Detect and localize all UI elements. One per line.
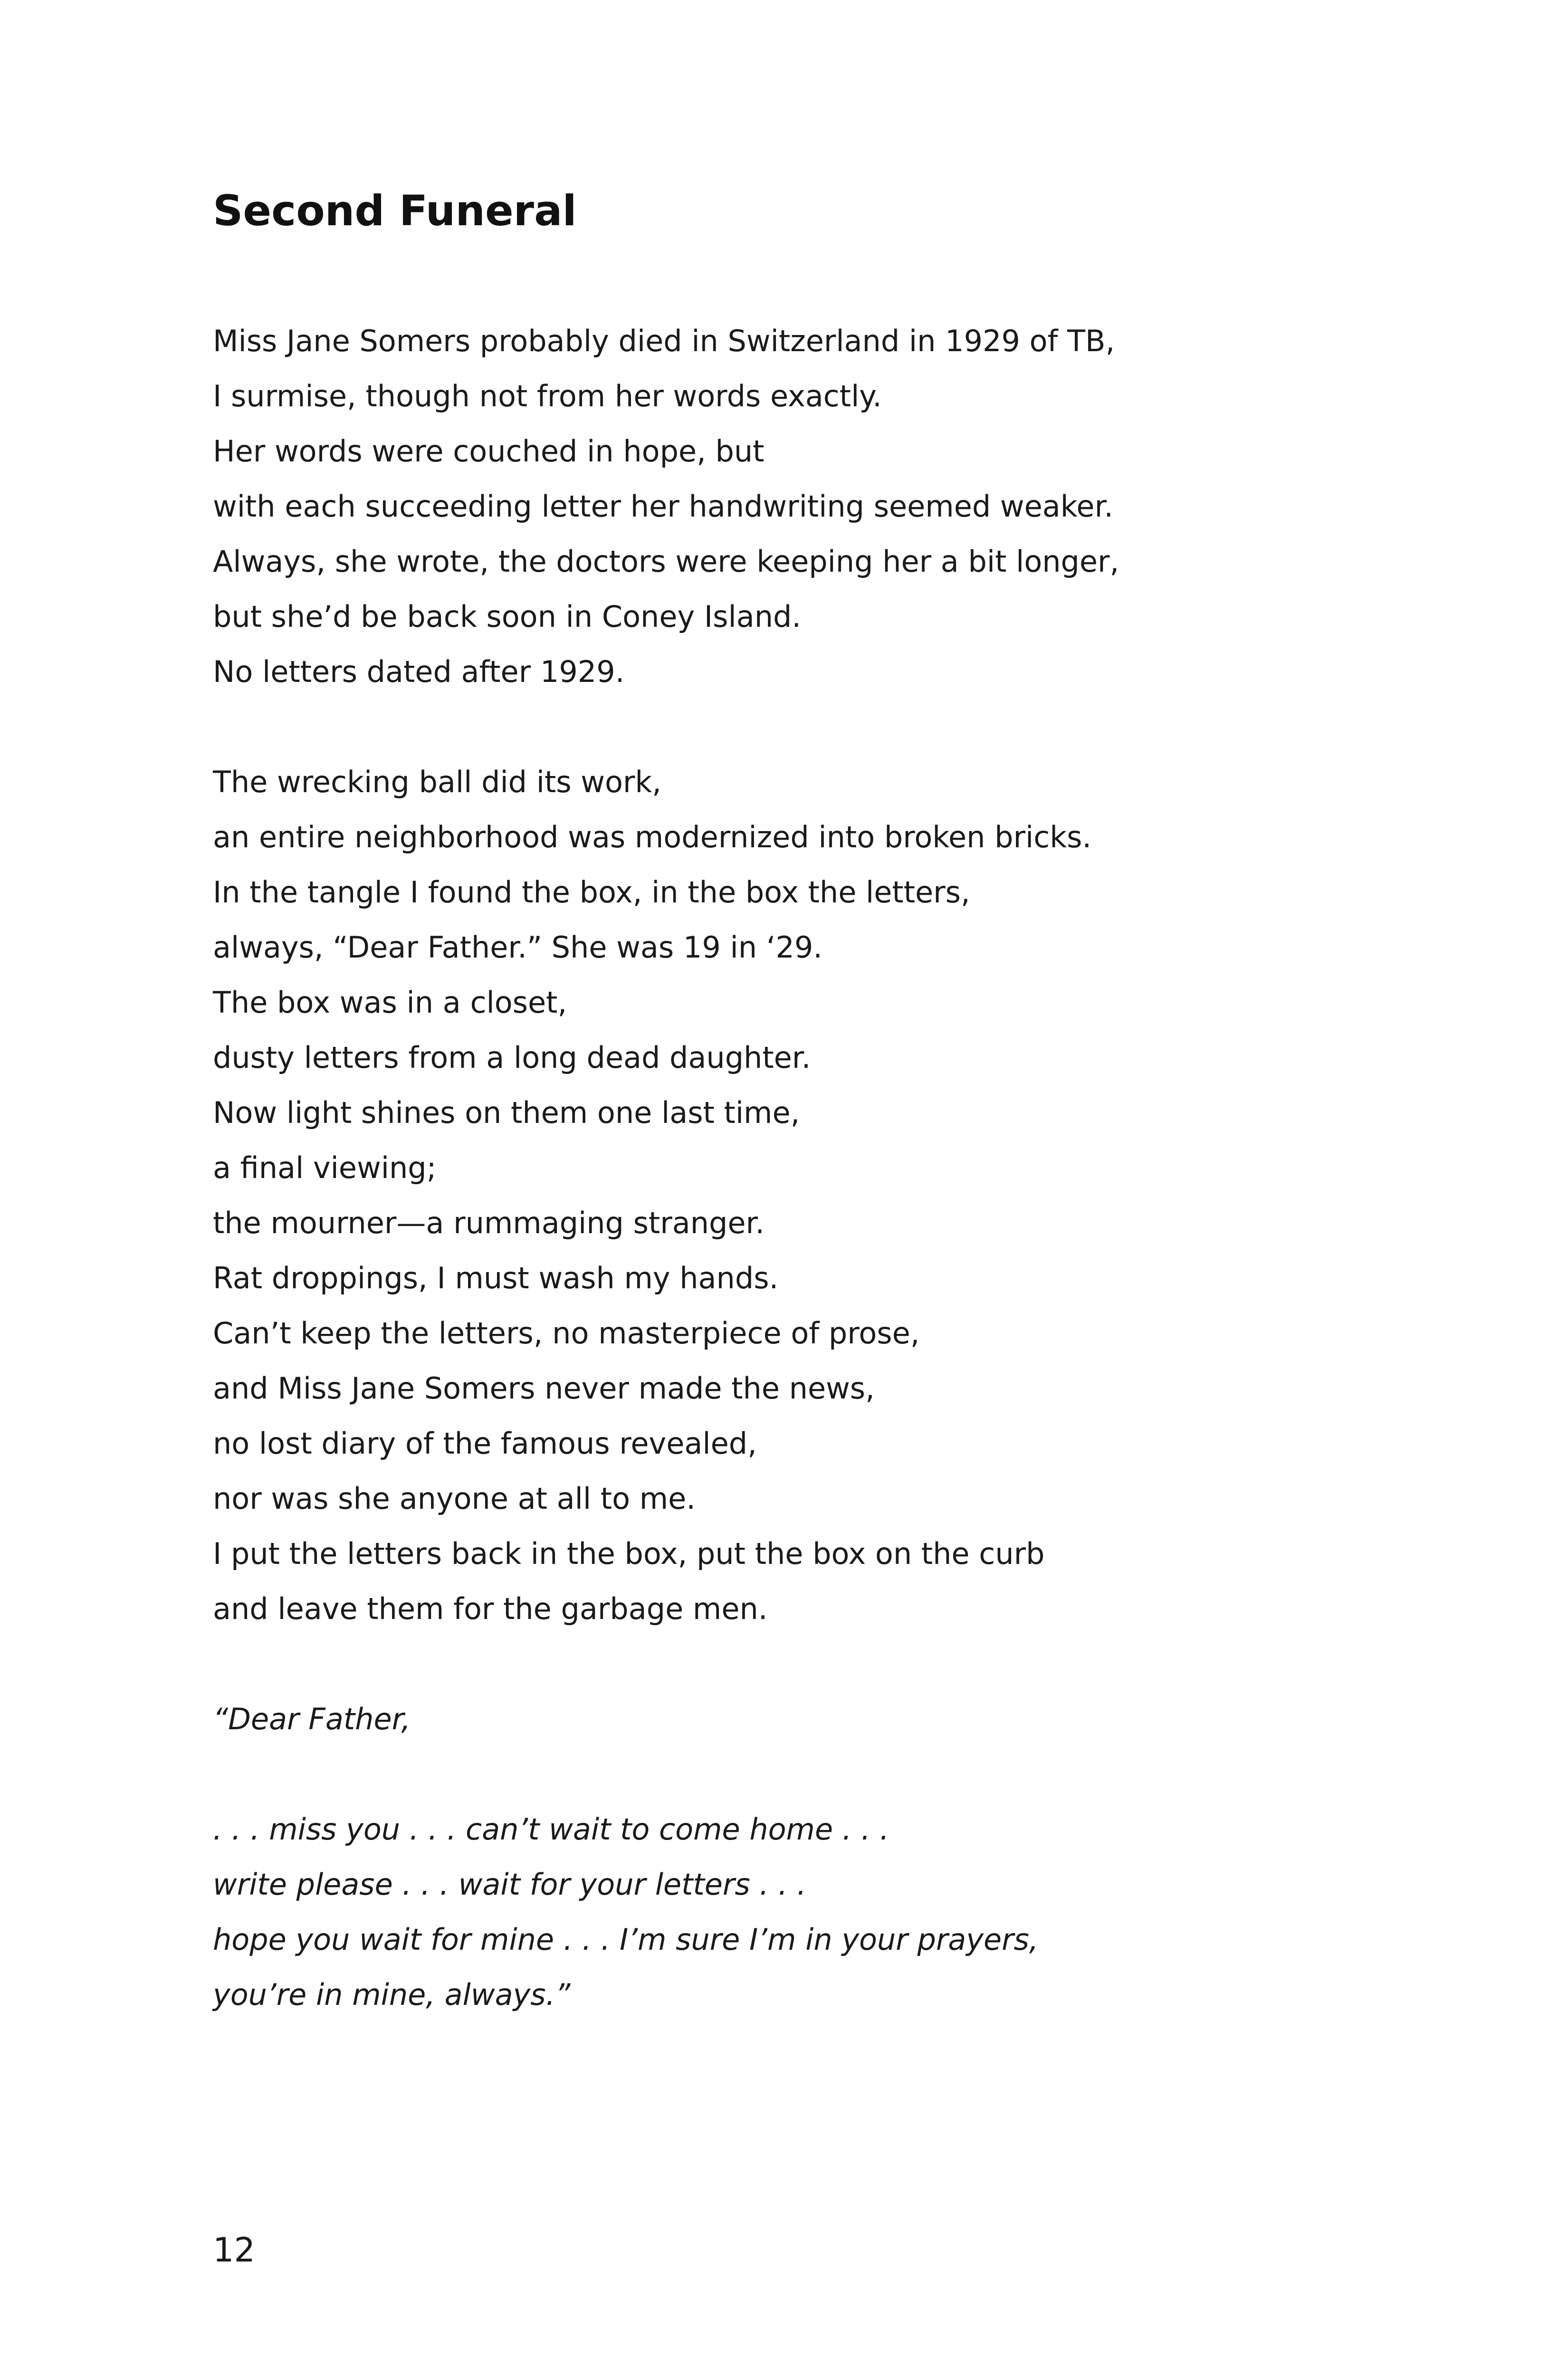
poem-line: . . . miss you . . . can’t wait to come home . . . — [213, 1812, 889, 1847]
poem-body — [213, 314, 1401, 2078]
poem-line: nor was she anyone at all to me. — [213, 1481, 696, 1516]
poem-line: dusty letters from a long dead daughter. — [213, 1040, 811, 1075]
poem-line: hope you wait for mine . . . I’m sure I’m in your prayers, — [213, 1922, 1039, 1957]
poem-line: Can’t keep the letters, no masterpiece of prose, — [213, 1316, 920, 1351]
poem-line: Rat droppings, I must wash my hands. — [213, 1261, 779, 1295]
poem-line: Her words were couched in hope, but — [213, 434, 765, 469]
poem-line: and Miss Jane Somers never made the news, — [213, 1371, 875, 1406]
poem-line: I surmise, though not from her words exactly. — [213, 379, 882, 413]
page-number: 12 — [213, 2231, 256, 2270]
poem-line: and leave them for the garbage men. — [213, 1591, 768, 1626]
poem-line: Now light shines on them one last time, — [213, 1095, 800, 1130]
poem-line: The box was in a closet, — [213, 985, 567, 1020]
stanza — [213, 314, 1401, 699]
poem-line: you’re in mine, always.” — [213, 1977, 571, 2012]
poem-line: always, “Dear Father.” She was 19 in ‘29. — [213, 930, 823, 965]
poem-line: No letters dated after 1929. — [213, 654, 625, 689]
poem-line: Always, she wrote, the doctors were keeping her a bit longer, — [213, 544, 1119, 579]
poem-line: an entire neighborhood was modernized into broken bricks. — [213, 820, 1092, 854]
poem-line: but she’d be back soon in Coney Island. — [213, 599, 802, 634]
poem-line: “Dear Father, — [213, 1702, 411, 1736]
poem-line: The wrecking ball did its work, — [213, 765, 662, 799]
stanza — [213, 755, 1401, 1637]
poem-line: no lost diary of the famous revealed, — [213, 1426, 757, 1461]
poem-line: the mourner—a rummaging stranger. — [213, 1206, 765, 1240]
page-title: Second Funeral — [213, 186, 577, 235]
poem-line: In the tangle I found the box, in the box the letters, — [213, 875, 970, 910]
poem-line: with each succeeding letter her handwriting seemed weaker. — [213, 489, 1114, 524]
poem-line: a final viewing; — [213, 1150, 437, 1185]
poem-line: write please . . . wait for your letters . . . — [213, 1867, 806, 1902]
stanza — [213, 1692, 1401, 1747]
stanza — [213, 1802, 1401, 2022]
poem-line: I put the letters back in the box, put the box on the curb — [213, 1536, 1045, 1571]
poem-line: Miss Jane Somers probably died in Switzerland in 1929 of TB, — [213, 324, 1115, 358]
